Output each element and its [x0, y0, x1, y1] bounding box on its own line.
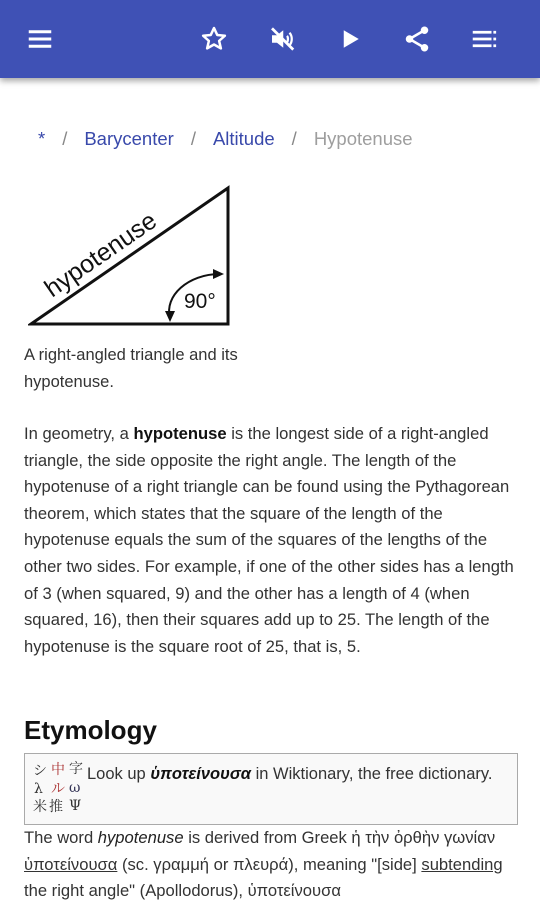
play-icon — [335, 24, 365, 54]
app-bar — [0, 0, 540, 78]
etymology-text: the right angle" (Apollodorus), ὑποτείνουσα — [24, 881, 341, 900]
list-icon — [469, 24, 499, 54]
breadcrumb-separator: / — [291, 128, 297, 149]
svg-text:米: 米 — [33, 799, 47, 815]
arrow-head-down — [165, 311, 175, 322]
etymology-text: The word — [24, 828, 98, 847]
svg-text:中: 中 — [51, 762, 65, 778]
etymology-term: hypotenuse — [97, 828, 184, 847]
menu-icon — [25, 24, 55, 54]
wiktionary-logo-icon — [31, 760, 87, 818]
breadcrumb — [38, 128, 413, 150]
svg-text:λ: λ — [34, 781, 43, 797]
share-icon — [402, 24, 432, 54]
intro-text: is the longest side of a right-angled triangle, the side opposite the right angle. The length of the hypotenuse of a right triangle can be found using the Pythagorean theorem, which states that the square of the length of the hypotenuse equals the sum of the squares of the lengths of the other two sides. For example, if one of the other sides has a length of 3 (when squared, 9) and the other has a length of 4 (when squared, 16), then their squares add up to 25. The length of the hypotenuse is the square root of 25, that is, 5. — [24, 424, 514, 656]
play-button[interactable] — [330, 19, 370, 59]
etymology-paragraph — [24, 825, 524, 900]
breadcrumb-item-altitude[interactable]: Altitude — [212, 128, 275, 149]
svg-text:Ψ: Ψ — [69, 798, 82, 814]
bookmark-button[interactable] — [194, 19, 234, 59]
svg-text:シ: シ — [33, 763, 47, 779]
menu-button[interactable] — [20, 19, 60, 59]
breadcrumb-item-barycenter[interactable]: Barycenter — [84, 128, 174, 149]
breadcrumb-current: Hypotenuse — [313, 128, 413, 149]
breadcrumb-root[interactable]: * — [38, 128, 46, 149]
intro-text: In geometry, a — [24, 424, 134, 443]
star-icon — [199, 24, 229, 54]
wiktionary-text — [87, 761, 493, 788]
share-button[interactable] — [397, 19, 437, 59]
angle-label: 90° — [184, 290, 216, 313]
figure-caption: A right-angled triangle and its hypotenuse. — [24, 346, 238, 391]
arrow-head-right — [213, 269, 224, 279]
wiktionary-box — [24, 753, 518, 825]
contents-button[interactable] — [464, 19, 504, 59]
triangle-figure[interactable] — [28, 184, 238, 328]
hypotenuse-label: hypotenuse — [39, 206, 162, 303]
etymology-text: is derived from Greek ἡ τὴν ὀρθὴν γωνίαν — [183, 828, 496, 847]
etymology-heading: Etymology — [24, 715, 157, 745]
intro-term: hypotenuse — [133, 424, 227, 443]
wiktionary-text-part: Look up — [87, 765, 151, 783]
svg-text:ω: ω — [69, 780, 81, 796]
breadcrumb-separator: / — [190, 128, 196, 149]
svg-text:ル: ル — [51, 781, 65, 797]
intro-paragraph — [24, 421, 518, 660]
svg-text:推: 推 — [49, 799, 63, 815]
wiktionary-text-part: in Wiktionary, the free dictionary. — [251, 765, 493, 783]
link-hypoteinousa[interactable]: ὑποτείνουσα — [24, 854, 118, 874]
link-subtending[interactable]: subtending — [421, 854, 503, 874]
wiktionary-link[interactable]: ὑποτείνουσα — [150, 765, 252, 783]
breadcrumb-separator: / — [62, 128, 68, 149]
svg-text:字: 字 — [69, 761, 83, 777]
volume-off-icon — [267, 24, 297, 54]
etymology-text: (sc. γραμμή or πλευρά), meaning "[side] — [117, 854, 422, 874]
mute-button[interactable] — [262, 19, 302, 59]
